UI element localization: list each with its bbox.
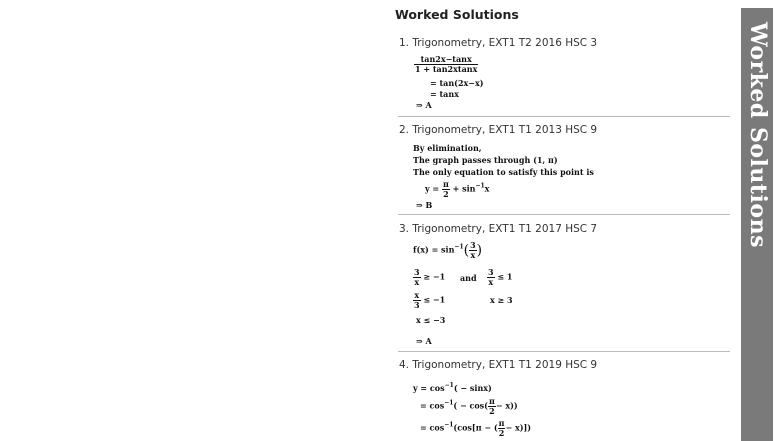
q1-frac-num: tan2x−tanx [414,55,478,65]
q4-l3-pre: = cos [420,422,445,433]
q3-b-num: 3 [488,267,494,277]
q3-ineq-d: x ≥ 3 [490,295,513,305]
q3-f-den: x [470,250,476,260]
q2-line-3: The only equation to satisfy this point is [413,167,594,177]
page-title: Worked Solutions [395,7,519,22]
q4-line-3 [420,419,531,438]
q4-l3-num: π [498,418,505,428]
q2-eq-post: + sin [452,183,476,194]
question-3-title: 3. Trigonometry, EXT1 T1 2017 HSC 7 [399,223,598,235]
q4-l2-mid: ( − cos( [453,400,488,411]
q3-a-rel: ≥ −1 [423,271,446,282]
q4-l2-frac [488,397,496,416]
q3-a-num: 3 [414,267,420,277]
q3-a-frac [413,268,421,287]
question-4-title: 4. Trigonometry, EXT1 T1 2019 HSC 9 [399,359,598,371]
q2-eq-frac-den: 2 [443,189,449,199]
q4-l1-pre: y = cos [413,383,445,393]
q2-answer: ⇒ B [416,200,433,210]
q3-c-den: 3 [414,300,420,310]
q3-f-num: 3 [470,240,476,250]
q3-f-open: ( [463,242,470,259]
q3-b-den: x [488,277,494,287]
q4-l2-pre: = cos [420,400,445,411]
q3-c-frac [413,291,421,310]
q2-eq-frac-num: π [442,179,449,189]
q1-line-2: = tan(2x−x) [430,78,484,88]
q2-line-1: By elimination, [413,143,482,153]
q4-l2-end: − x)) [495,400,518,411]
q3-c-rel: ≤ −1 [423,294,446,305]
q4-l2-sup: −1 [444,399,454,407]
q4-l2-den: 2 [489,406,495,416]
q4-l3-end: − x)]) [505,422,532,433]
separator-1 [398,116,730,117]
q3-a-den: x [414,277,420,287]
side-tab[interactable] [741,8,773,441]
q3-and: and [460,273,477,283]
q4-l1-sup: −1 [444,382,454,389]
q4-line-1 [413,381,492,393]
q3-f-close: ) [476,242,483,259]
side-tab-label: Worked Solutions [745,22,771,248]
q2-eq-frac [442,180,450,199]
separator-3 [398,351,730,352]
q2-line-2: The graph passes through (1, π) [413,155,558,165]
q4-l2-num: π [488,396,495,406]
q4-l1-end: ( − sinx) [453,383,492,393]
question-1-title: 1. Trigonometry, EXT1 T2 2016 HSC 3 [399,37,598,49]
q4-l3-mid: (cos[π − ( [453,422,498,433]
q4-line-2 [420,397,518,416]
q3-f-pre: f(x) = sin [413,244,455,255]
q3-ineq-b [487,268,512,287]
question-2-title: 2. Trigonometry, EXT1 T1 2013 HSC 9 [399,124,598,136]
q3-f-sup: −1 [454,243,464,251]
separator-2 [398,214,730,215]
q4-l3-sup: −1 [444,421,454,429]
q1-frac [414,55,478,74]
q1-line-3: = tanx [430,89,459,99]
q3-function [413,241,482,260]
q3-answer: ⇒ A [416,336,432,346]
q3-b-rel: ≤ 1 [497,271,513,282]
q1-frac-den: 1 + tan2xtanx [415,64,478,74]
q3-ineq-c [413,291,445,310]
q4-l3-den: 2 [498,428,505,438]
q1-fraction [414,55,478,74]
q3-b-frac [487,268,495,287]
q3-f-frac [469,241,477,260]
q2-eq-end: x [484,183,490,194]
q2-equation [425,180,489,199]
q2-eq-sup: −1 [475,182,485,190]
q3-c-num: x [414,290,420,300]
q3-ineq-a [413,268,445,287]
q1-answer: ⇒ A [416,100,432,110]
q2-eq-pre: y = [425,183,440,194]
q3-ineq-e: x ≤ −3 [416,315,446,325]
